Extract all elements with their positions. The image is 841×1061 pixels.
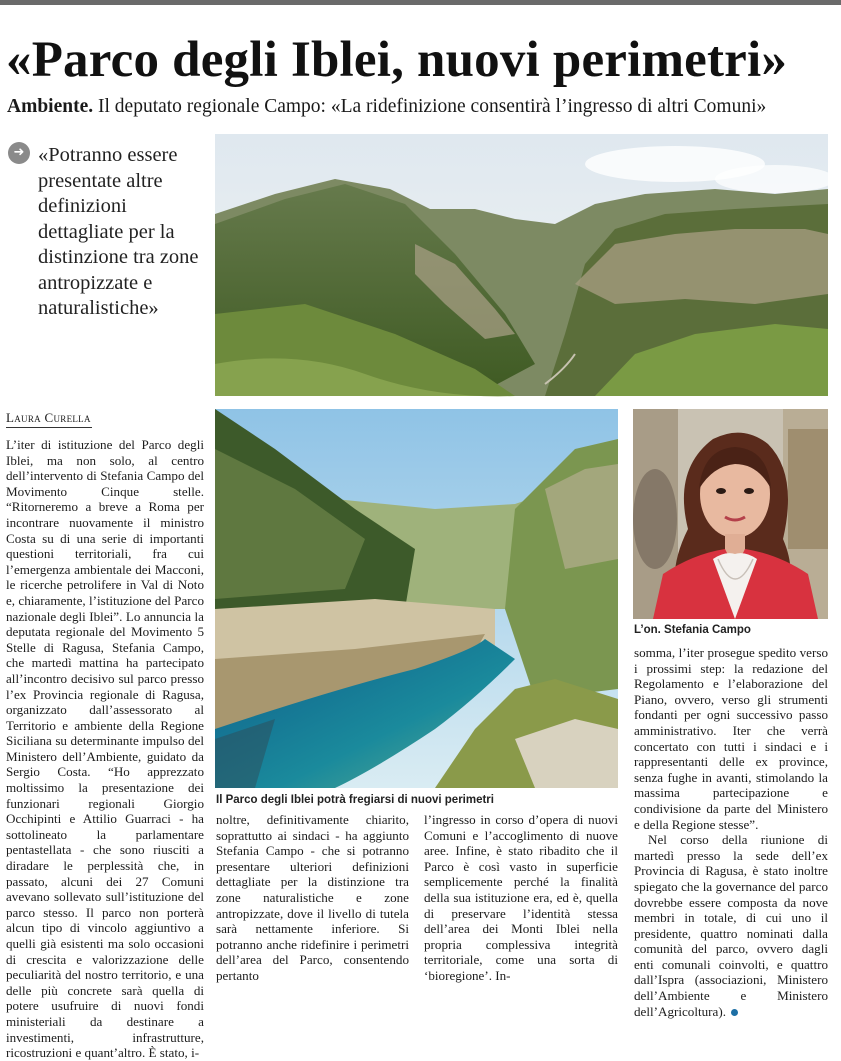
column-1-text: L’iter di istituzione del Parco degli Iblei, ma non solo, al centro dell’intervento di Stefania Campo del Movimento Cinque stelle. “Ritorneremo a breve a Roma per incontrare nuovamente il ministro Costa su di una serie di importanti questioni territoriali, fra cui l’emergenza ambientale dei Macconi, le ricerche petrolifere in Val di Noto e, chiaramente, l’istituzione del Parco nazionale degli Iblei”. Lo annuncia la deputata regionale del Movimento 5 Stelle di Ragusa, Stefania Campo, che martedì mattina ha partecipato all’incontro decisivo sul parco presso l’ex Provincia regionale di Ragusa, organizzato dall’assessorato al Territorio e ambiente della Regione Siciliana su determinante impulso del Ministero dell’Ambiente, guidato da Sergio Costa. “Ho apprezzato moltissimo la presentazione dei funzionari regionali Giorgio Occhipinti e Attilio Guarraci - ha sottolineato la parlamentare pentastellata - che sono riusciti a diradare le perplessità che, in passato, alcuni dei 27 Comuni avevano sollevato sull’istituzione del parco stesso. Il parco non porterà alcun tipo di vincolo aggiuntivo a quelli già esistenti ma solo occasioni di crescita e valorizzazione delle peculiarità del nostro territorio, e una delle più concrete sarà quella di potere usufruire di nuovi fondi ministeriali da destinare a investimenti, infrastrutture, ricostruzioni e quant’altro. È stato, i-	[6, 437, 204, 1061]
byline: Laura Curella	[6, 410, 92, 428]
column-3	[424, 812, 618, 983]
column-2	[216, 812, 409, 983]
headline: «Parco degli Iblei, nuovi perimetri»	[6, 32, 788, 88]
top-rule	[0, 0, 841, 5]
column-1	[6, 437, 204, 1061]
kicker: Ambiente.	[7, 96, 94, 117]
column-4	[634, 645, 828, 1019]
portrait-photo	[633, 409, 828, 619]
arrow-right-circle-icon: ➜	[8, 142, 30, 164]
river-photo-caption: Il Parco degli Iblei potrà fregiarsi di nuovi perimetri	[216, 794, 494, 806]
pull-quote: «Potranno essere presentate altre definizioni dettagliate per la distinzione tra zone antropizzate e naturalistiche»	[38, 144, 199, 319]
canyon-landscape-photo	[215, 134, 828, 396]
column-4-text-b: Nel corso della riunione di martedì presso la sede dell’ex Provincia di Ragusa, è stato inoltre spiegato che la governance del parco dovrebbe essere composta da nove membri in totale, di cui uno il presidente, quattro nominati dalla comunità del parco, ovvero dagli enti comunali coinvolti, e quattro dall’Ispra (associazioni, Ministero dell’Ambiente e Ministero dell’Agricoltura).	[634, 832, 828, 1019]
column-3-text: l’ingresso in corso d’opera di nuovi Comuni e l’accoglimento di nuove aree. Infine, è stato ribadito che il Parco è così vasto in superficie semplicemente perché la finalità della sua istituzione era, ed è, quella di preservare l’identità stessa dell’area dei Monti Iblei nella propria complessiva integrità territoriale, come una sorta di ‘bioregione’. In-	[424, 812, 618, 983]
column-4-text-a: somma, l’iter prosegue spedito verso i prossimi step: la redazione del Regolamento e l’elaborazione del Piano, ovvero, verso gli strumenti fondanti per ogni successivo passo amministrativo. Iter che verrà concertato con tutti i sindaci e i rappresentanti delle ex province, senza fughe in avanti, stimolando la massima partecipazione e condivisione da parte del Ministero e della Regione stesse”.	[634, 645, 828, 832]
river-canyon-photo	[215, 409, 618, 788]
portrait-caption: L’on. Stefania Campo	[634, 624, 751, 636]
subheadline	[7, 95, 837, 119]
subhead-text: Il deputato regionale Campo: «La ridefinizione consentirà l’ingresso di altri Comuni»	[98, 96, 767, 117]
column-2-text: noltre, definitivamente chiarito, soprattutto ai sindaci - ha aggiunto Stefania Campo - che si potranno presentare ulteriori definizioni dettagliate per la distinzione tra zone naturalistiche e zone antropizzate, dove il livello di tutela sarà nettamente inferiore. Si potranno anche ridefinire i perimetri dell’area del Parco, consentendo pertanto	[216, 812, 409, 983]
dot-icon	[731, 1009, 738, 1016]
